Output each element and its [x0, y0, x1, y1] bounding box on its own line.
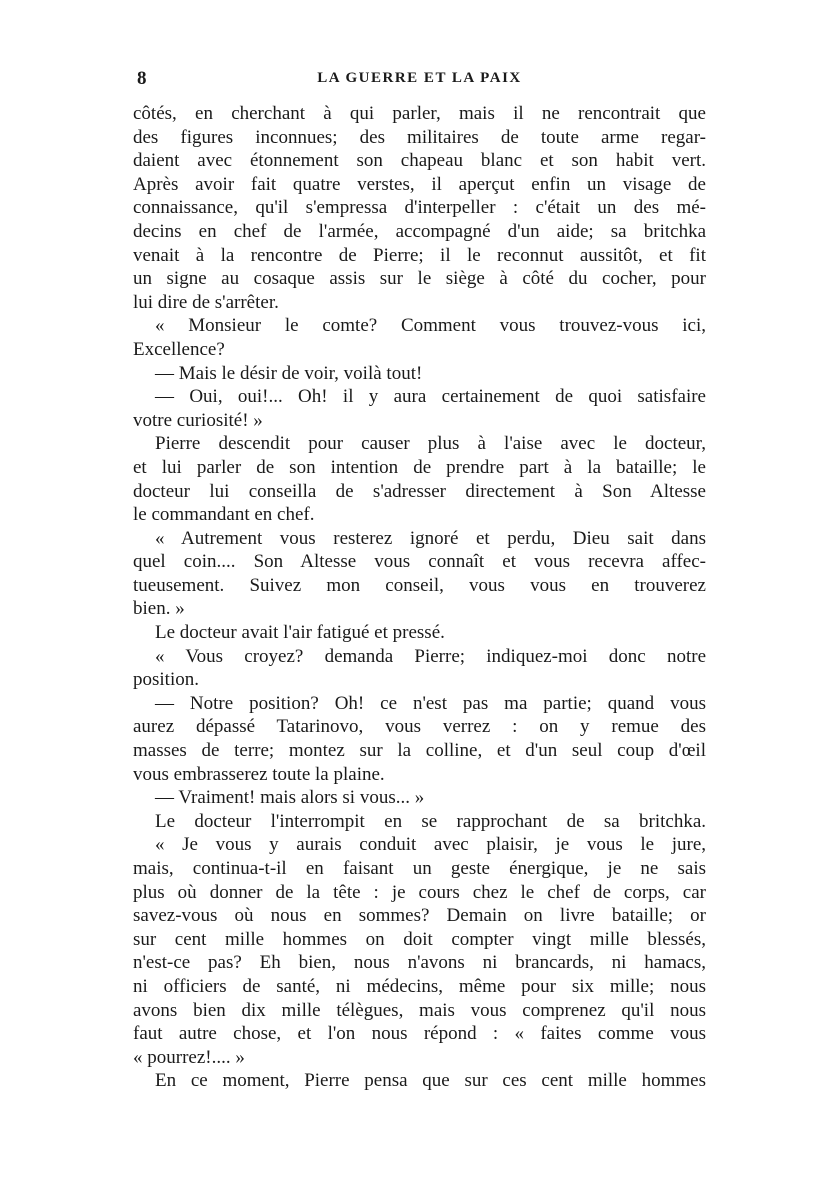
text-line: quel coin.... Son Altesse vous connaît et vous recevra affec- — [133, 551, 706, 573]
text-line: docteur lui conseilla de s'adresser directement à Son Altesse — [133, 480, 706, 502]
text-line: « Vous croyez? demanda Pierre; indiquez-moi donc notre — [155, 645, 706, 667]
page-number: 8 — [137, 68, 147, 89]
text-line: sur cent mille hommes on doit compter vingt mille blessés, — [133, 928, 706, 950]
text-line: — Mais le désir de voir, voilà tout! — [155, 362, 423, 384]
text-line: bien. » — [133, 598, 185, 620]
text-line: daient avec étonnement son chapeau blanc et son habit vert. — [133, 150, 706, 172]
text-line: masses de terre; montez sur la colline, et d'un seul coup d'œil — [133, 740, 706, 762]
text-line: position. — [133, 669, 199, 691]
text-line: En ce moment, Pierre pensa que sur ces cent mille hommes — [155, 1070, 706, 1092]
text-line: « Monsieur le comte? Comment vous trouvez-vous ici, — [155, 315, 706, 337]
text-line: lui dire de s'arrêter. — [133, 291, 279, 313]
text-line: — Oui, oui!... Oh! il y aura certainement de quoi satisfaire — [155, 386, 706, 408]
text-line: venait à la rencontre de Pierre; il le reconnut aussitôt, et fit — [133, 244, 706, 266]
text-line: « pourrez!.... » — [133, 1046, 245, 1068]
text-line: le commandant en chef. — [133, 504, 315, 526]
text-line: et lui parler de son intention de prendre part à la bataille; le — [133, 456, 706, 478]
running-title: LA GUERRE ET LA PAIX — [317, 70, 522, 86]
text-line: votre curiosité! » — [133, 409, 263, 431]
text-line: plus où donner de la tête : je cours chez le chef de corps, car — [133, 881, 706, 903]
text-line: aurez dépassé Tatarinovo, vous verrez : on y remue des — [133, 716, 706, 738]
body-text — [133, 102, 706, 1093]
text-line: un signe au cosaque assis sur le siège à côté du cocher, pour — [133, 268, 706, 290]
text-line: Le docteur avait l'air fatigué et pressé. — [155, 622, 445, 644]
text-line: vous embrasserez toute la plaine. — [133, 763, 385, 785]
text-line: savez-vous où nous en sommes? Demain on livre bataille; or — [133, 905, 706, 927]
text-line: tueusement. Suivez mon conseil, vous vous en trouverez — [133, 574, 706, 596]
page-header — [133, 68, 706, 92]
text-line: — Notre position? Oh! ce n'est pas ma partie; quand vous — [155, 692, 706, 714]
text-line: avons bien dix mille télègues, mais vous comprenez qu'il nous — [133, 999, 706, 1021]
text-line: n'est-ce pas? Eh bien, nous n'avons ni brancards, ni hamacs, — [133, 952, 706, 974]
text-line: « Autrement vous resterez ignoré et perdu, Dieu sait dans — [155, 527, 706, 549]
text-line: faut autre chose, et l'on nous répond : « faites comme vous — [133, 1023, 706, 1045]
text-line: Excellence? — [133, 338, 225, 360]
text-line: Pierre descendit pour causer plus à l'aise avec le docteur, — [155, 433, 706, 455]
text-line: des figures inconnues; des militaires de toute arme regar- — [133, 126, 706, 148]
text-line: decins en chef de l'armée, accompagné d'un aide; sa britchka — [133, 220, 706, 242]
text-line: Le docteur l'interrompit en se rapprochant de sa britchka. — [155, 810, 706, 832]
text-line: mais, continua-t-il en faisant un geste énergique, je ne sais — [133, 858, 706, 879]
text-line: Après avoir fait quatre verstes, il aperçut enfin un visage de — [133, 173, 706, 195]
text-line: côtés, en cherchant à qui parler, mais il ne rencontrait que — [133, 103, 706, 124]
text-line: « Je vous y aurais conduit avec plaisir, je vous le jure, — [155, 834, 706, 856]
text-line: connaissance, qu'il s'empressa d'interpeller : c'était un des mé- — [133, 197, 706, 219]
text-line: — Vraiment! mais alors si vous... » — [155, 787, 425, 809]
text-line: ni officiers de santé, ni médecins, même pour six mille; nous — [133, 975, 706, 997]
